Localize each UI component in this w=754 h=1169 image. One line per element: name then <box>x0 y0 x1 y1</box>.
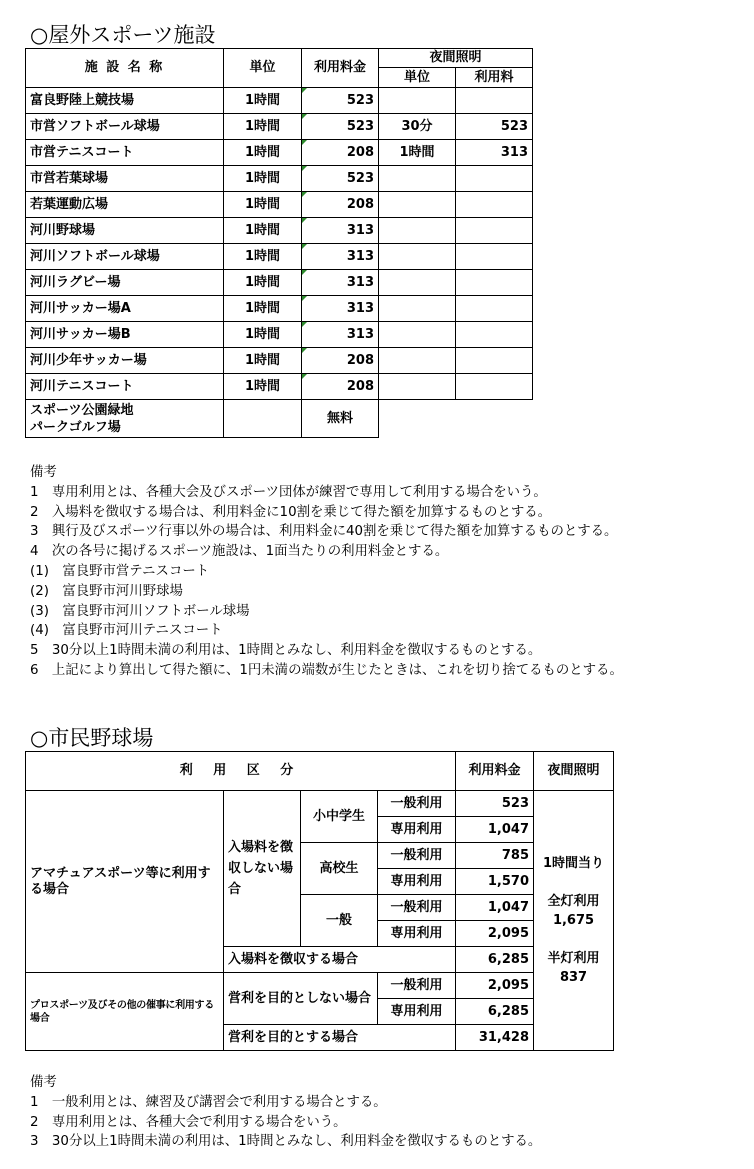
note-line: (2) 富良野市河川野球場 <box>30 583 183 599</box>
night-full-label: 全灯利用 <box>547 894 600 909</box>
pro-sports-category: プロスポーツ及びその他の催事に利用する場合 <box>26 973 224 1051</box>
night-lighting-cell <box>534 791 614 1051</box>
facility-unit: 1時間 <box>224 88 302 114</box>
facility-name: 河川サッカー場A <box>26 296 224 322</box>
header-usage-category: 利 用 区 分 <box>26 752 456 791</box>
facility-fee: 313 <box>302 270 379 296</box>
facility-unit: 1時間 <box>224 192 302 218</box>
header-night-unit: 単位 <box>379 68 456 88</box>
note-line: 3 30分以上1時間未満の利用は、1時間とみなし、利用料金を徴収するものとする。 <box>30 1134 542 1150</box>
no-admission-category: 入場料を徴収しない場合 <box>224 791 301 947</box>
night-unit <box>379 270 456 296</box>
facility-unit: 1時間 <box>224 374 302 400</box>
facility-fee: 523 <box>302 88 379 114</box>
facility-fee: 208 <box>302 348 379 374</box>
night-fee: 523 <box>456 114 533 140</box>
with-admission-category: 入場料を徴収する場合 <box>224 947 456 973</box>
header-night-lighting: 夜間照明 <box>534 752 614 791</box>
night-unit <box>379 192 456 218</box>
header-fee: 利用料金 <box>302 49 379 88</box>
night-unit <box>379 166 456 192</box>
facility-name: 河川テニスコート <box>26 374 224 400</box>
header-unit: 単位 <box>224 49 302 88</box>
amateur-category: アマチュアスポーツ等に利用する場合 <box>26 791 224 973</box>
profit-category: 営利を目的とする場合 <box>224 1025 456 1051</box>
facility-name: 河川ラグビー場 <box>26 270 224 296</box>
facility-row <box>26 374 533 400</box>
night-fee <box>456 166 533 192</box>
fee-nonprofit-exclusive: 6,285 <box>456 999 534 1025</box>
night-unit <box>379 88 456 114</box>
facility-fee: 313 <box>302 322 379 348</box>
facility-row <box>26 192 533 218</box>
facility-unit: 1時間 <box>224 244 302 270</box>
note-line: (3) 富良野市河川ソフトボール球場 <box>30 603 250 619</box>
facility-fee: 208 <box>302 374 379 400</box>
night-full-fee: 1,675 <box>552 913 595 928</box>
facility-name: 若葉運動広場 <box>26 192 224 218</box>
park-golf-name-line: パークゴルフ場 <box>30 419 121 435</box>
night-unit <box>379 322 456 348</box>
fee-highschool-exclusive: 1,570 <box>456 869 534 895</box>
night-fee <box>456 322 533 348</box>
facility-unit: 1時間 <box>224 296 302 322</box>
notes-heading: 備考 <box>30 1075 57 1090</box>
park-golf-row <box>26 400 533 438</box>
note-line: (4) 富良野市河川テニスコート <box>30 623 223 639</box>
night-unit: 1時間 <box>379 140 456 166</box>
students-exclusive-use: 専用利用 <box>378 817 456 843</box>
nonprofit-exclusive-use: 専用利用 <box>378 999 456 1025</box>
facility-row <box>26 140 533 166</box>
facility-name: 河川ソフトボール球場 <box>26 244 224 270</box>
night-fee <box>456 270 533 296</box>
night-unit <box>379 218 456 244</box>
night-fee <box>456 296 533 322</box>
general-exclusive-use: 専用利用 <box>378 921 456 947</box>
facility-row <box>26 218 533 244</box>
nonprofit-category: 営利を目的としない場合 <box>224 973 378 1025</box>
highschool-exclusive-use: 専用利用 <box>378 869 456 895</box>
night-fee <box>456 244 533 270</box>
highschool-general-use: 一般利用 <box>378 843 456 869</box>
facility-name: 河川少年サッカー場 <box>26 348 224 374</box>
night-fee <box>456 374 533 400</box>
night-half-label: 半灯利用 <box>547 951 600 966</box>
facility-unit: 1時間 <box>224 114 302 140</box>
note-line: 6 上記により算出して得た額に、1円未満の端数が生じたときは、これを切り捨てるものとする。 <box>30 662 623 678</box>
note-line: 5 30分以上1時間未満の利用は、1時間とみなし、利用料金を徴収するものとする。 <box>30 643 542 659</box>
highschool-category: 高校生 <box>301 843 378 895</box>
section2-title: ○市民野球場 <box>30 726 154 750</box>
section1-notes <box>30 463 623 681</box>
facility-fee: 313 <box>302 218 379 244</box>
facility-fee: 523 <box>302 166 379 192</box>
facility-fee: 208 <box>302 140 379 166</box>
night-per-hour: 1時間当り <box>542 856 605 871</box>
facility-fee: 523 <box>302 114 379 140</box>
night-half-fee: 837 <box>559 970 588 985</box>
park-golf-unit <box>224 400 302 438</box>
note-line: 2 専用利用とは、各種大会で利用する場合をいう。 <box>30 1114 347 1130</box>
night-unit <box>379 296 456 322</box>
facility-unit: 1時間 <box>224 166 302 192</box>
students-general-use: 一般利用 <box>378 791 456 817</box>
header-night-fee: 利用料 <box>456 68 533 88</box>
night-fee <box>456 348 533 374</box>
facility-unit: 1時間 <box>224 322 302 348</box>
note-line: 1 専用利用とは、各種大会及びスポーツ団体が練習で専用して利用する場合をいう。 <box>30 484 547 500</box>
park-golf-fee: 無料 <box>302 400 379 438</box>
note-line: 3 興行及びスポーツ行事以外の場合は、利用料金に40割を乗じて得た額を加算するものとする。 <box>30 524 618 540</box>
night-fee <box>456 218 533 244</box>
park-golf-name <box>26 400 224 438</box>
general-general-use: 一般利用 <box>378 895 456 921</box>
facility-row <box>26 244 533 270</box>
notes-heading: 備考 <box>30 465 57 480</box>
night-fee: 313 <box>456 140 533 166</box>
fee-with-admission: 6,285 <box>456 947 534 973</box>
note-line: 2 入場料を徴収する場合は、利用料金に10割を乗じて得た額を加算するものとする。 <box>30 504 552 520</box>
facility-row <box>26 322 533 348</box>
facility-row <box>26 88 533 114</box>
note-line: (1) 富良野市営テニスコート <box>30 563 210 579</box>
fee-students-exclusive: 1,047 <box>456 817 534 843</box>
baseball-field-table <box>25 751 614 1051</box>
fee-profit: 31,428 <box>456 1025 534 1051</box>
night-unit <box>379 374 456 400</box>
facility-unit: 1時間 <box>224 218 302 244</box>
fee-general-general: 1,047 <box>456 895 534 921</box>
night-unit <box>379 348 456 374</box>
outdoor-facilities-table <box>25 48 533 438</box>
header-night-lighting: 夜間照明 <box>379 49 533 68</box>
night-unit: 30分 <box>379 114 456 140</box>
header-fee: 利用料金 <box>456 752 534 791</box>
facility-row <box>26 270 533 296</box>
night-fee <box>456 192 533 218</box>
note-line: 1 一般利用とは、練習及び講習会で利用する場合とする。 <box>30 1094 387 1110</box>
facility-fee: 313 <box>302 244 379 270</box>
students-category: 小中学生 <box>301 791 378 843</box>
section1-title: ○屋外スポーツ施設 <box>30 23 216 47</box>
park-golf-name-line: スポーツ公園緑地 <box>30 402 134 418</box>
facility-unit: 1時間 <box>224 270 302 296</box>
nonprofit-general-use: 一般利用 <box>378 973 456 999</box>
facility-unit: 1時間 <box>224 140 302 166</box>
night-fee <box>456 88 533 114</box>
fee-general-exclusive: 2,095 <box>456 921 534 947</box>
note-line: 4 次の各号に掲げるスポーツ施設は、1面当たりの利用料金とする。 <box>30 544 449 560</box>
facility-fee: 208 <box>302 192 379 218</box>
facility-name: 河川サッカー場B <box>26 322 224 348</box>
facility-row <box>26 348 533 374</box>
fee-nonprofit-general: 2,095 <box>456 973 534 999</box>
facility-unit: 1時間 <box>224 348 302 374</box>
facility-row <box>26 114 533 140</box>
general-category: 一般 <box>301 895 378 947</box>
section2-notes <box>30 1073 541 1152</box>
facility-name: 富良野陸上競技場 <box>26 88 224 114</box>
facility-row <box>26 166 533 192</box>
facility-fee: 313 <box>302 296 379 322</box>
facility-row <box>26 296 533 322</box>
facility-name: 市営若葉球場 <box>26 166 224 192</box>
header-facility-name: 施 設 名 称 <box>26 49 224 88</box>
fee-students-general: 523 <box>456 791 534 817</box>
fee-highschool-general: 785 <box>456 843 534 869</box>
night-unit <box>379 244 456 270</box>
facility-name: 河川野球場 <box>26 218 224 244</box>
facility-name: 市営ソフトボール球場 <box>26 114 224 140</box>
facility-name: 市営テニスコート <box>26 140 224 166</box>
